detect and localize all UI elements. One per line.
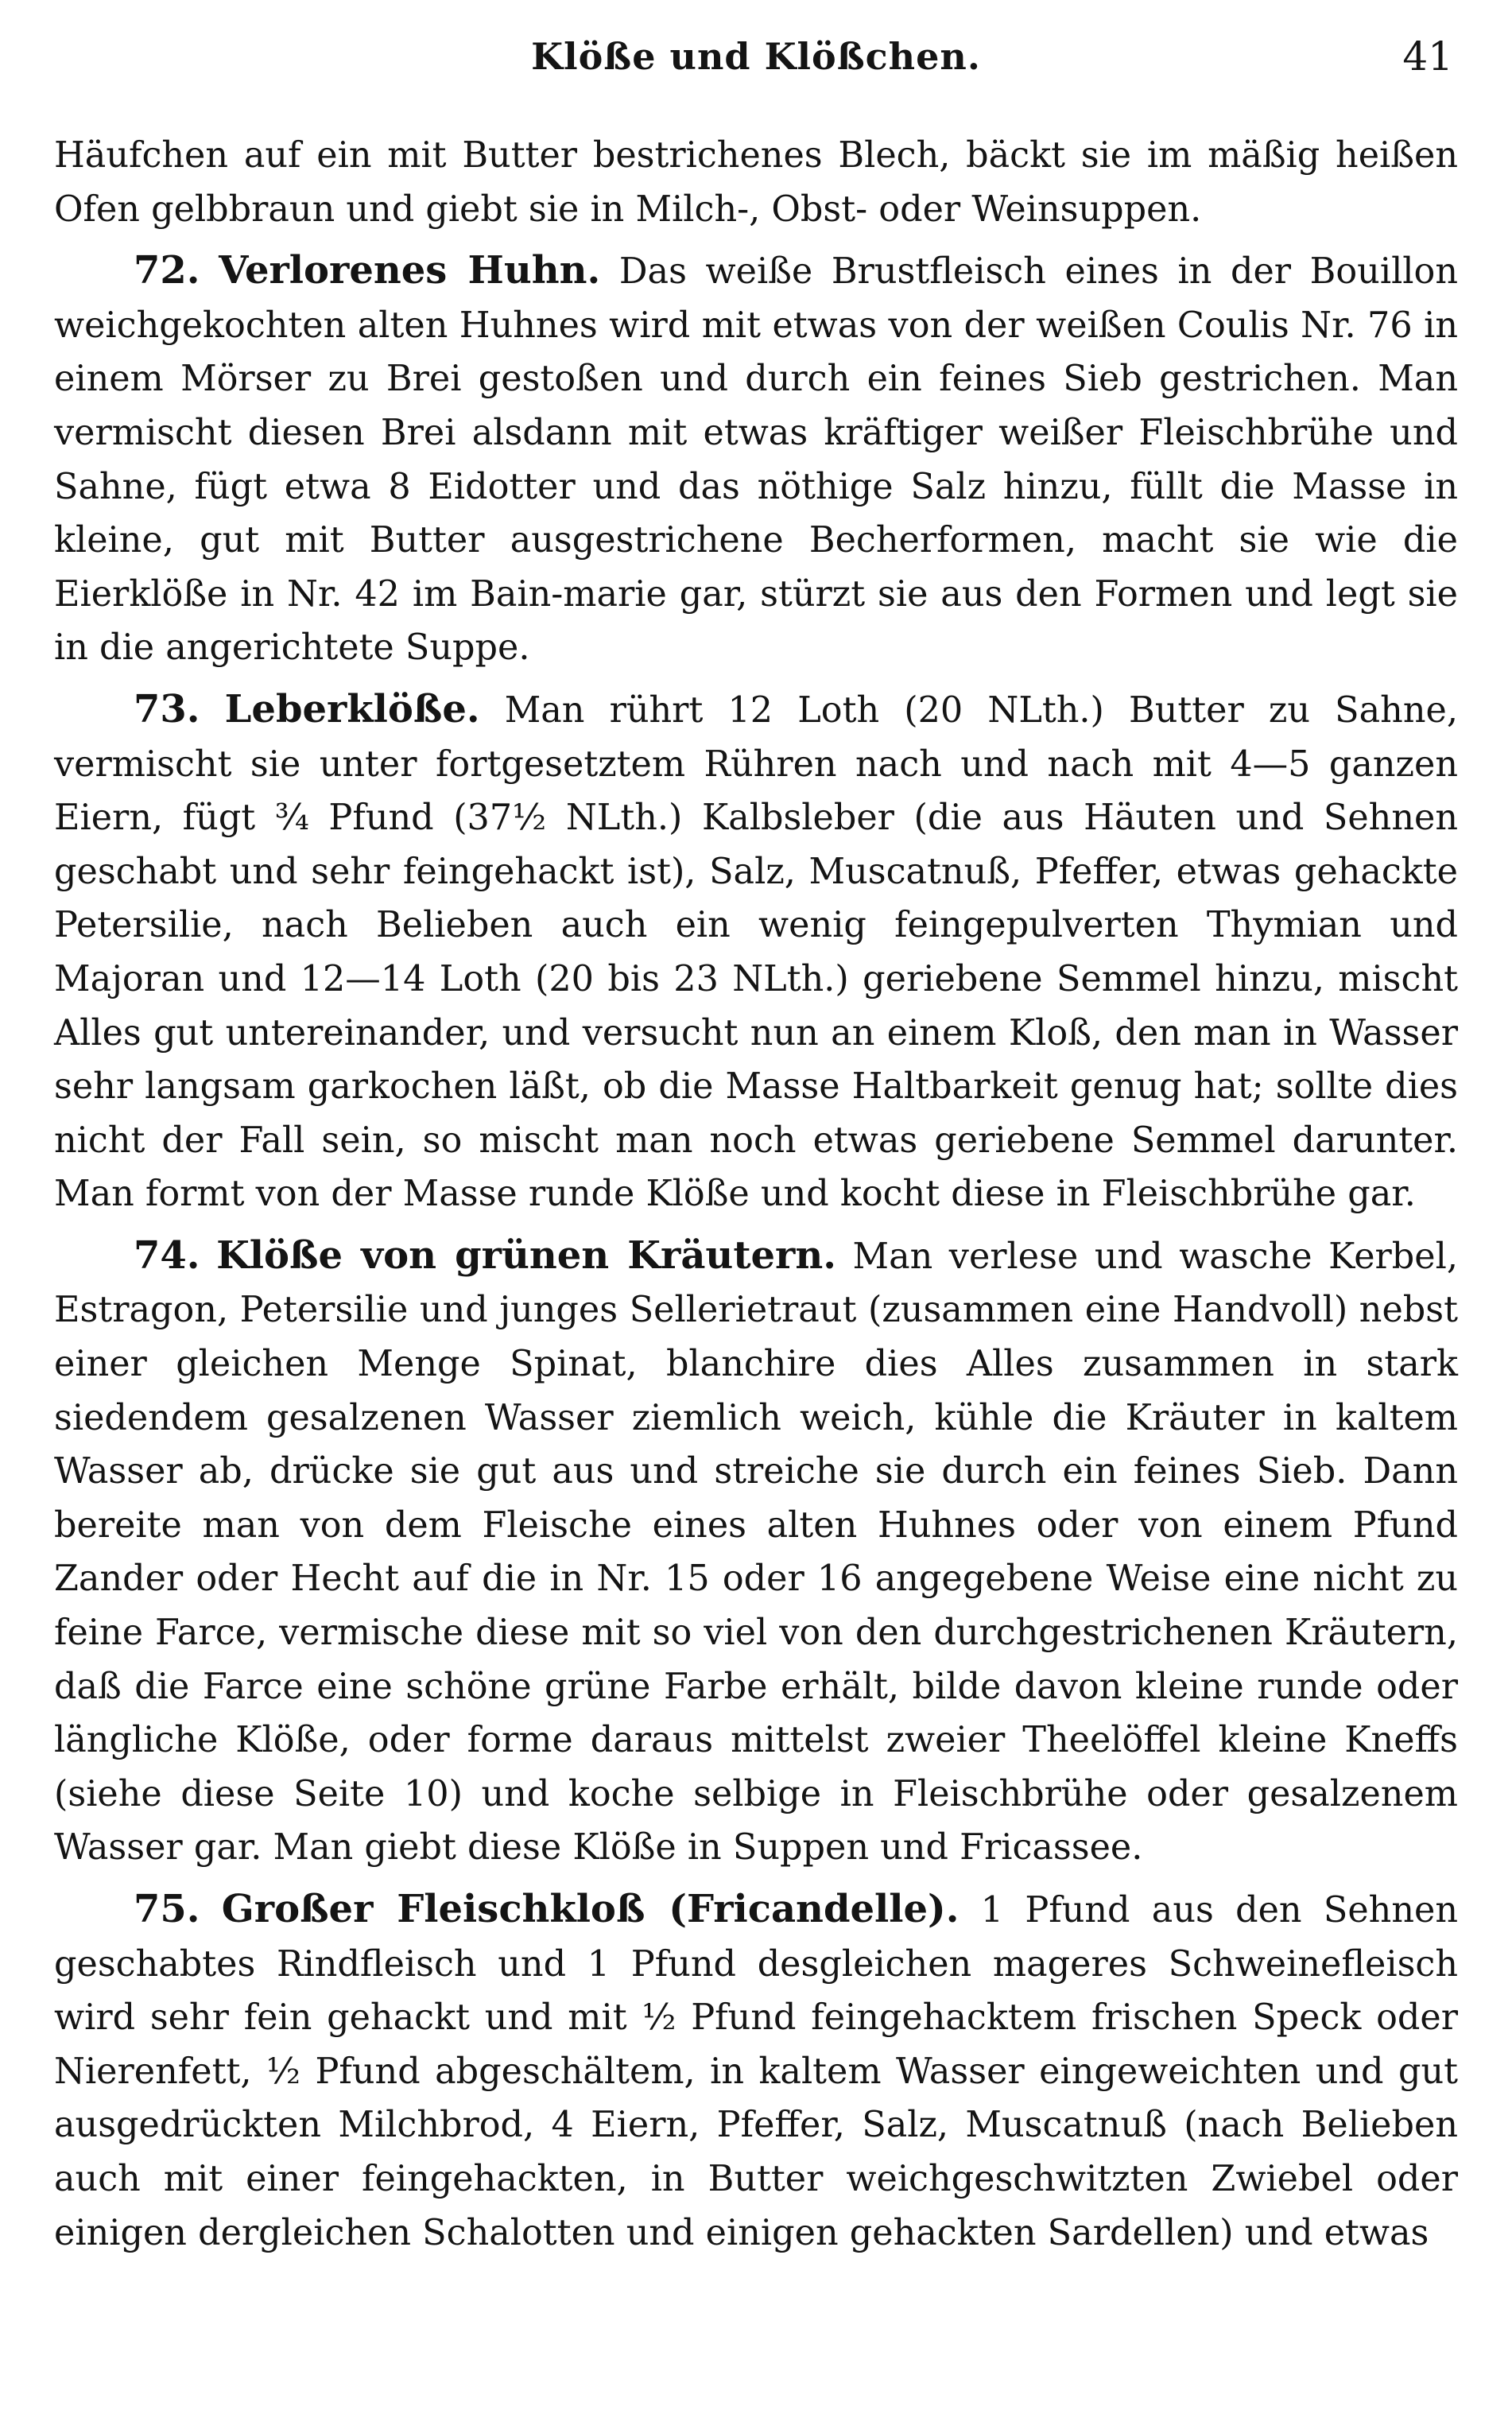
recipe-body: Man verlese und wasche Kerbel, Estragon, Petersilie und junges Sellerietraut (zusammen eine Handvoll) nebst einer gleichen Menge Spinat, blanchire dies Alles zusammen in stark siedendem gesalzenen Wasser ziemlich weich, kühle die Kräuter in kaltem Wasser ab, drücke sie gut aus und streiche sie durch ein feines Sieb. Dann bereite man von dem Fleische eines alten Huhnes oder von einem Pfund Zander oder Hecht auf die in Nr. 15 oder 16 angegebene Weise eine nicht zu feine Farce, vermische diese mit so viel von den durchgestrichenen Kräutern, daß die Farce eine schöne grüne Farbe erhält, bilde davon kleine runde oder längliche Klöße, oder forme daraus mittelst zweier Theelöffel kleine Kneffs (siehe diese Seite 10) und koche selbige in Fleischbrühe oder gesalzenem Wasser gar. Man giebt diese Klöße in Suppen und Fricassee.: [54, 1236, 1458, 1869]
recipe-73: [54, 683, 1458, 1221]
recipe-75: [54, 1883, 1458, 2260]
recipe-title: Großer Fleischkloß (Fricandelle).: [221, 1887, 960, 1931]
recipe-number: 74.: [134, 1232, 200, 1278]
recipe-72: [54, 244, 1458, 675]
page-number: 41: [1402, 33, 1453, 80]
recipe-title: Leberklöße.: [224, 686, 480, 732]
running-title: Klöße und Klößchen.: [531, 35, 981, 78]
book-page: [54, 32, 1458, 2401]
recipe-body: Man rührt 12 Loth (20 NLth.) Butter zu Sahne, vermischt sie unter fortgesetztem Rühren nach und nach mit 4—5 ganzen Eiern, fügt ¾ Pfund (37½ NLth.) Kalbsleber (die aus Häuten und Sehnen geschabt und sehr feingehackt ist), Salz, Muscatnuß, Pfeffer, etwas gehackte Petersilie, nach Belieben auch ein wenig feingepulverten Thymian und Majoran und 12—14 Loth (20 bis 23 NLth.) geriebene Semmel hinzu, mischt Alles gut untereinander, und versucht nun an einem Kloß, den man in Wasser sehr langsam garkochen läßt, ob die Masse Haltbarkeit genug hat; sollte dies nicht der Fall sein, so mischt man noch etwas geriebene Semmel darunter. Man formt von der Masse runde Klöße und kocht diese in Fleischbrühe gar.: [54, 689, 1458, 1215]
recipe-74: [54, 1229, 1458, 1875]
intro-paragraph: Häufchen auf ein mit Butter bestrichenes Blech, bäckt sie im mäßig heißen Ofen gelbbraun und giebt sie in Milch-, Obst- oder Weinsuppen.: [54, 135, 1458, 230]
recipe-number: 75.: [134, 1887, 200, 1931]
running-head: [54, 32, 1458, 89]
recipe-title: Verlorenes Huhn.: [219, 248, 601, 293]
recipe-number: 72.: [134, 248, 200, 293]
recipe-number: 73.: [134, 686, 200, 732]
recipe-body: 1 Pfund aus den Sehnen geschabtes Rindfleisch und 1 Pfund desgleichen mageres Schweinefleisch wird sehr fein gehackt und mit ½ Pfund feingehacktem frischen Speck oder Nierenfett, ½ Pfund abgeschältem, in kaltem Wasser eingeweichten und gut ausgedrückten Milchbrod, 4 Eiern, Pfeffer, Salz, Muscatnuß (nach Belieben auch mit einer feingehackten, in Butter weichgeschwitzten Zwiebel oder einigen dergleichen Schalotten und einigen gehackten Sardellen) und etwas: [54, 1890, 1458, 2253]
recipe-title: Klöße von grünen Kräutern.: [216, 1232, 836, 1278]
recipe-body: Das weiße Brustfleisch eines in der Bouillon weichgekochten alten Huhnes wird mit etwas von der weißen Coulis Nr. 76 in einem Mörser zu Brei gestoßen und durch ein feines Sieb gestrichen. Man vermischt diesen Brei alsdann mit etwas kräftiger weißer Fleischbrühe und Sahne, fügt etwa 8 Eidotter und das nöthige Salz hinzu, füllt die Masse in kleine, gut mit Butter ausgestrichene Becherformen, macht sie wie die Eierklöße in Nr. 42 im Bain-marie gar, stürzt sie aus den Formen und legt sie in die angerichtete Suppe.: [54, 251, 1458, 669]
